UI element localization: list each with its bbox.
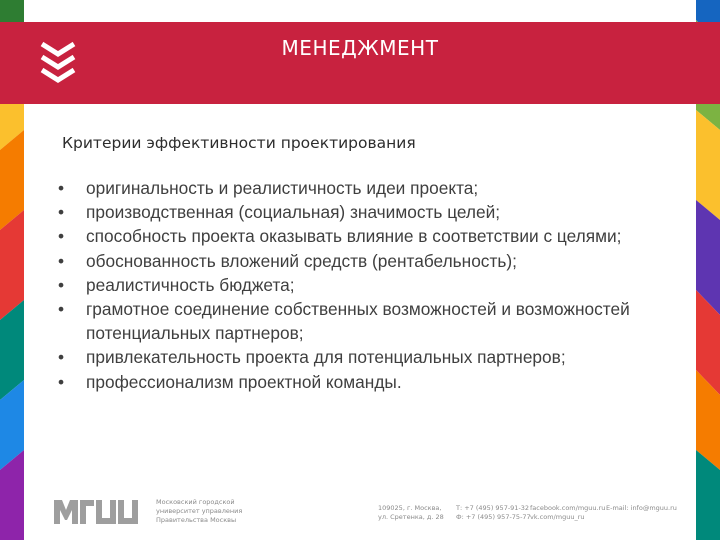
criteria-item-text: потенциальных партнеров; (86, 323, 304, 344)
footer (0, 492, 720, 532)
footer-social: facebook.com/mguu.ru vk.com/mguu_ru (530, 504, 606, 521)
criteria-item-text: привлекательность проекта для потенциальных партнеров; (86, 347, 566, 368)
header-band (0, 22, 720, 104)
criteria-item (58, 297, 688, 345)
criteria-item-text: обоснованность вложений средств (рентабельность); (86, 250, 517, 271)
criteria-item-text: реалистичность бюджета; (86, 274, 295, 295)
bullet-icon: • (58, 299, 65, 320)
bullet-icon: • (58, 226, 65, 247)
criteria-item-text: способность проекта оказывать влияние в соответствии с целями; (86, 226, 622, 247)
criteria-list (58, 176, 688, 394)
criteria-item (58, 224, 688, 248)
bullet-icon: • (58, 371, 65, 392)
criteria-item (58, 249, 688, 273)
footer-university: Московский городской университет управления Правительства Москвы (156, 498, 243, 524)
bullet-icon: • (58, 250, 65, 271)
criteria-item (58, 273, 688, 297)
page-title: МЕНЕДЖМЕНТ (281, 36, 439, 60)
criteria-item-text: грамотное соединение собственных возможностей и возможностей (86, 299, 630, 320)
bullet-icon: • (58, 347, 65, 368)
mguu-logo (54, 498, 148, 526)
footer-phone: Т: +7 (495) 957-91-32 Ф: +7 (495) 957-75-77 (456, 504, 531, 521)
criteria-item-text: профессионализм проектной команды. (86, 371, 402, 392)
criteria-item (58, 345, 688, 369)
section-subtitle: Критерии эффективности проектирования (62, 134, 416, 152)
bullet-icon: • (58, 202, 65, 223)
criteria-item-text: производственная (социальная) значимость целей; (86, 202, 501, 223)
bullet-icon: • (58, 274, 65, 295)
criteria-item (58, 176, 688, 200)
footer-address: 109025, г. Москва, ул. Сретенка, д. 28 (378, 504, 444, 521)
bullet-icon: • (58, 178, 65, 198)
criteria-item-text: оригинальность и реалистичность идеи проекта; (86, 178, 479, 198)
criteria-item (58, 370, 688, 394)
criteria-item (58, 200, 688, 224)
footer-email[interactable]: E-mail: info@mguu.ru (606, 504, 677, 512)
